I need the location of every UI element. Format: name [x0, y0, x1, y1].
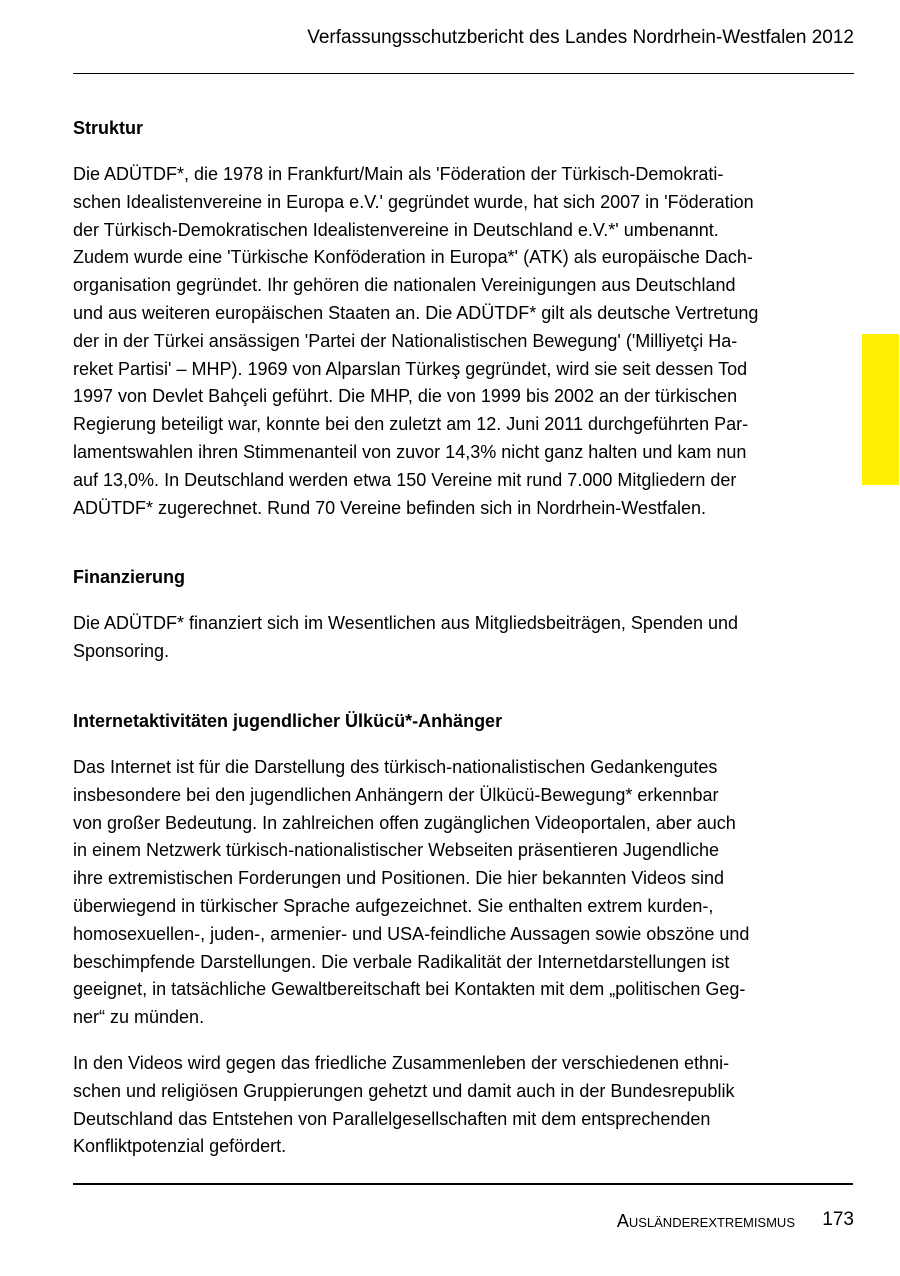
text-line: ihre extremistischen Forderungen und Positionen. Die hier bekannten Videos sind: [73, 868, 725, 889]
footer-rule: [73, 1183, 853, 1185]
paragraph: [73, 610, 818, 666]
text-line: schen und religiösen Gruppierungen gehetzt und damit auch in der Bundesrepublik: [73, 1080, 735, 1101]
text-line: 1997 von Devlet Bahçeli geführt. Die MHP, die von 1999 bis 2002 an der türkischen: [73, 386, 738, 407]
paragraph: [73, 161, 818, 522]
text-line: insbesondere bei den jugendlichen Anhängern der Ülkücü-Bewegung* erkennbar: [73, 784, 719, 805]
paragraph: [73, 1050, 818, 1161]
text-line: auf 13,0%. In Deutschland werden etwa 150 Vereine mit rund 7.000 Mitgliedern der: [73, 469, 737, 490]
text-line: ner“ zu münden.: [73, 1007, 205, 1028]
text-line: ADÜTDF* zugerechnet. Rund 70 Vereine befinden sich in Nordrhein-Westfalen.: [73, 497, 707, 518]
footer-section-label: Ausländerextremismus: [616, 1211, 795, 1231]
section-internetaktivitaeten: [73, 709, 818, 1161]
text-line: der in der Türkei ansässigen 'Partei der Nationalistischen Bewegung' ('Milliyetçi Ha-: [73, 330, 738, 351]
text-line: Sponsoring.: [73, 641, 170, 662]
section-heading: Internetaktivitäten jugendlicher Ülkücü*-Anhänger: [73, 710, 503, 731]
text-line: lamentswahlen ihren Stimmenanteil von zuvor 14,3% nicht ganz halten und kam nun: [73, 441, 747, 462]
text-line: von großer Bedeutung. In zahlreichen offen zugänglichen Videoportalen, aber auch: [73, 812, 736, 833]
text-line: beschimpfende Darstellungen. Die verbale Radikalität der Internetdarstellungen ist: [73, 951, 730, 972]
text-line: der Türkisch-Demokratischen Idealistenvereine in Deutschland e.V.*' umbenannt.: [73, 219, 719, 240]
page-body: [73, 116, 818, 1161]
text-line: Konfliktpotenzial gefördert.: [73, 1136, 287, 1157]
text-line: schen Idealistenvereine in Europa e.V.' gegründet wurde, hat sich 2007 in 'Föderation: [73, 191, 754, 212]
text-line: Regierung beteiligt war, konnte bei den zuletzt am 12. Juni 2011 durchgeführten Par-: [73, 414, 749, 435]
text-line: überwiegend in türkischer Sprache aufgezeichnet. Sie enthalten extrem kurden-,: [73, 895, 714, 916]
text-line: in einem Netzwerk türkisch-nationalistischer Webseiten präsentieren Jugendliche: [73, 840, 719, 861]
text-line: Die ADÜTDF* finanziert sich im Wesentlichen aus Mitgliedsbeiträgen, Spenden und: [73, 613, 738, 634]
text-line: organisation gegründet. Ihr gehören die nationalen Vereinigungen aus Deutschland: [73, 275, 736, 296]
header-rule: [73, 73, 854, 74]
text-line: homosexuellen-, juden-, armenier- und USA-feindliche Aussagen sowie obszöne und: [73, 923, 750, 944]
text-line: geeignet, in tatsächliche Gewaltbereitschaft bei Kontakten mit dem „politischen Geg-: [73, 979, 746, 1000]
section-struktur: [73, 116, 818, 522]
section-finanzierung: [73, 565, 818, 666]
page-number: 173: [822, 1209, 854, 1230]
running-header-title: Verfassungsschutzbericht des Landes Nordrhein-Westfalen 2012: [307, 27, 854, 48]
text-line: Die ADÜTDF*, die 1978 in Frankfurt/Main als 'Föderation der Türkisch-Demokrati-: [73, 164, 724, 184]
text-line: In den Videos wird gegen das friedliche Zusammenleben der verschiedenen ethni-: [73, 1052, 730, 1073]
section-heading: Finanzierung: [73, 567, 185, 588]
text-line: Das Internet ist für die Darstellung des türkisch-nationalistischen Gedankengutes: [73, 756, 718, 777]
text-line: Zudem wurde eine 'Türkische Konföderation in Europa*' (ATK) als europäische Dach-: [73, 247, 753, 268]
text-line: Deutschland das Entstehen von Parallelgesellschaften mit dem entsprechenden: [73, 1108, 711, 1129]
paragraph: [73, 754, 818, 1032]
text-line: und aus weiteren europäischen Staaten an. Die ADÜTDF* gilt als deutsche Vertretung: [73, 302, 759, 323]
chapter-side-marker: [862, 334, 899, 485]
text-line: reket Partisi' – MHP). 1969 von Alparslan Türkeş gegründet, wird sie seit dessen Tod: [73, 358, 748, 379]
section-heading: Struktur: [73, 118, 144, 138]
